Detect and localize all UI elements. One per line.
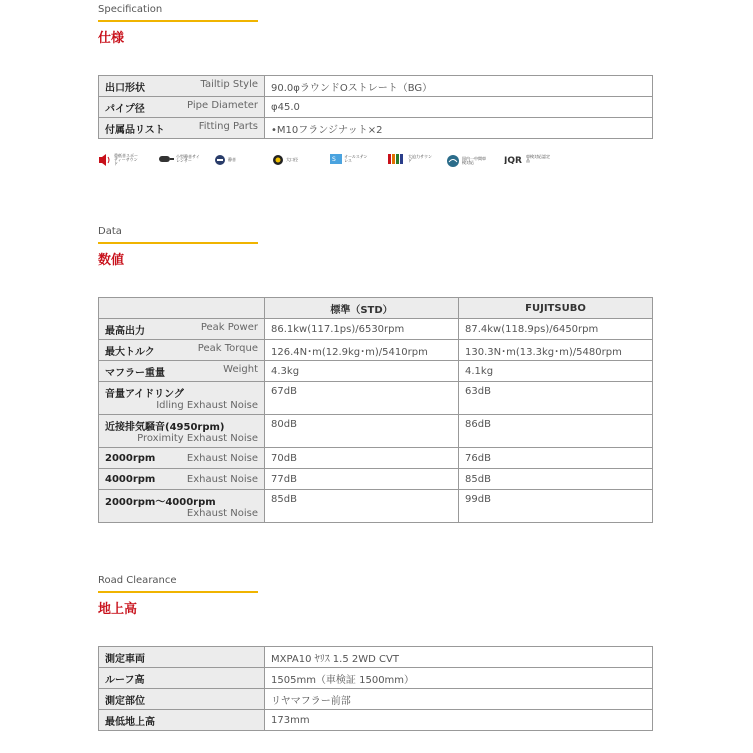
header-blank	[99, 298, 265, 319]
data-label-jp: 2000rpm	[105, 452, 156, 464]
std-value: 4.3kg	[265, 361, 459, 382]
fuji-value: 85dB	[459, 469, 653, 490]
clearance-value: リヤマフラー前部	[265, 689, 653, 710]
fuji-value: 4.1kg	[459, 361, 653, 382]
clearance-heading-en: Road Clearance	[98, 575, 177, 586]
data-row	[99, 490, 653, 523]
spec-heading-en: Specification	[98, 4, 163, 15]
clearance-value: 1505mm（車検証 1500mm）	[265, 668, 653, 689]
data-label-en: Peak Power	[200, 321, 258, 333]
legal-icon: 国内一中間車検対応	[446, 154, 486, 168]
clearance-row	[99, 668, 653, 689]
spec-label-jp: 出口形状	[105, 82, 145, 94]
data-label-en: Exhaust Noise	[186, 508, 258, 519]
spec-underline	[98, 20, 258, 22]
data-label-en: Exhaust Noise	[186, 452, 258, 464]
data-row	[99, 415, 653, 448]
silencer-icon: 小型静音サイレンサー	[158, 154, 200, 164]
data-row	[99, 382, 653, 415]
fuji-value: 130.3N･m(13.3kg･m)/5480rpm	[459, 340, 653, 361]
jqr-icon: JQR 車検対応認定品	[504, 154, 550, 164]
spec-label-en: Pipe Diameter	[187, 99, 258, 111]
volume-icon: 大迫力サウンド	[388, 154, 432, 164]
data-label-jp: 最大トルク	[105, 346, 155, 358]
spec-label-jp: パイプ径	[105, 103, 145, 115]
data-label-jp: 音量アイドリング	[105, 389, 184, 400]
data-row	[99, 469, 653, 490]
fuji-value: 76dB	[459, 448, 653, 469]
data-label-jp: 4000rpm	[105, 473, 156, 485]
data-label-en: Idling Exhaust Noise	[156, 400, 258, 411]
svg-text:JQR: JQR	[504, 156, 522, 164]
spec-value: 90.0φラウンドOストレート（BG）	[265, 76, 653, 97]
data-label-jp: 近接排気騒音(4950rpm)	[105, 422, 225, 433]
spec-value: •M10フランジナット×2	[265, 118, 653, 139]
data-label-en: Proximity Exhaust Noise	[137, 433, 258, 444]
spec-label-en: Tailtip Style	[200, 78, 258, 90]
spec-heading-jp: 仕様	[98, 31, 125, 46]
clearance-row	[99, 710, 653, 731]
data-underline	[98, 242, 258, 244]
clearance-label: ルーフ高	[105, 674, 145, 686]
clearance-label: 測定車両	[105, 653, 145, 665]
spec-row	[99, 118, 653, 139]
data-heading-en: Data	[98, 226, 122, 237]
data-row	[99, 361, 653, 382]
low-noise-icon: 静音	[214, 154, 242, 166]
data-row	[99, 340, 653, 361]
data-label-en: Peak Torque	[197, 342, 258, 354]
svg-text:S: S	[332, 156, 336, 163]
spec-label-jp: 付属品リスト	[105, 124, 165, 136]
feature-icons	[98, 154, 653, 172]
std-value: 77dB	[265, 469, 459, 490]
data-label-jp: 2000rpm～4000rpm	[105, 497, 216, 508]
large-tip-icon: 大口径	[272, 154, 300, 166]
spec-label-en: Fitting Parts	[198, 120, 258, 132]
spec-value: φ45.0	[265, 97, 653, 118]
sound-icon: 重低音スポーティーサウンド	[98, 154, 138, 166]
fuji-value: 63dB	[459, 382, 653, 415]
clearance-label: 測定部位	[105, 695, 145, 707]
data-label-en: Weight	[223, 363, 258, 375]
header-fujitsubo: FUJITSUBO	[459, 298, 653, 319]
data-header-row	[99, 298, 653, 319]
data-row	[99, 448, 653, 469]
spec-row	[99, 76, 653, 97]
data-table	[98, 297, 653, 523]
data-row	[99, 319, 653, 340]
clearance-value: MXPA10 ﾔﾘｽ 1.5 2WD CVT	[265, 647, 653, 668]
stainless-icon: S オールステンレス	[332, 154, 368, 163]
data-label-en: Exhaust Noise	[186, 473, 258, 485]
clearance-row	[99, 647, 653, 668]
std-value: 86.1kw(117.1ps)/6530rpm	[265, 319, 459, 340]
header-std: 標準（STD）	[265, 298, 459, 319]
data-heading-jp: 数値	[98, 253, 125, 268]
std-value: 67dB	[265, 382, 459, 415]
clearance-label: 最低地上高	[105, 716, 155, 728]
data-label-jp: マフラー重量	[105, 367, 165, 379]
spec-row	[99, 97, 653, 118]
std-value: 126.4N･m(12.9kg･m)/5410rpm	[265, 340, 459, 361]
fuji-value: 87.4kw(118.9ps)/6450rpm	[459, 319, 653, 340]
std-value: 85dB	[265, 490, 459, 523]
fuji-value: 99dB	[459, 490, 653, 523]
clearance-underline	[98, 591, 258, 593]
std-value: 70dB	[265, 448, 459, 469]
clearance-value: 173mm	[265, 710, 653, 731]
clearance-row	[99, 689, 653, 710]
data-label-jp: 最高出力	[105, 325, 145, 337]
spec-table	[98, 75, 653, 139]
clearance-heading-jp: 地上高	[98, 602, 138, 617]
fuji-value: 86dB	[459, 415, 653, 448]
clearance-table	[98, 646, 653, 731]
std-value: 80dB	[265, 415, 459, 448]
